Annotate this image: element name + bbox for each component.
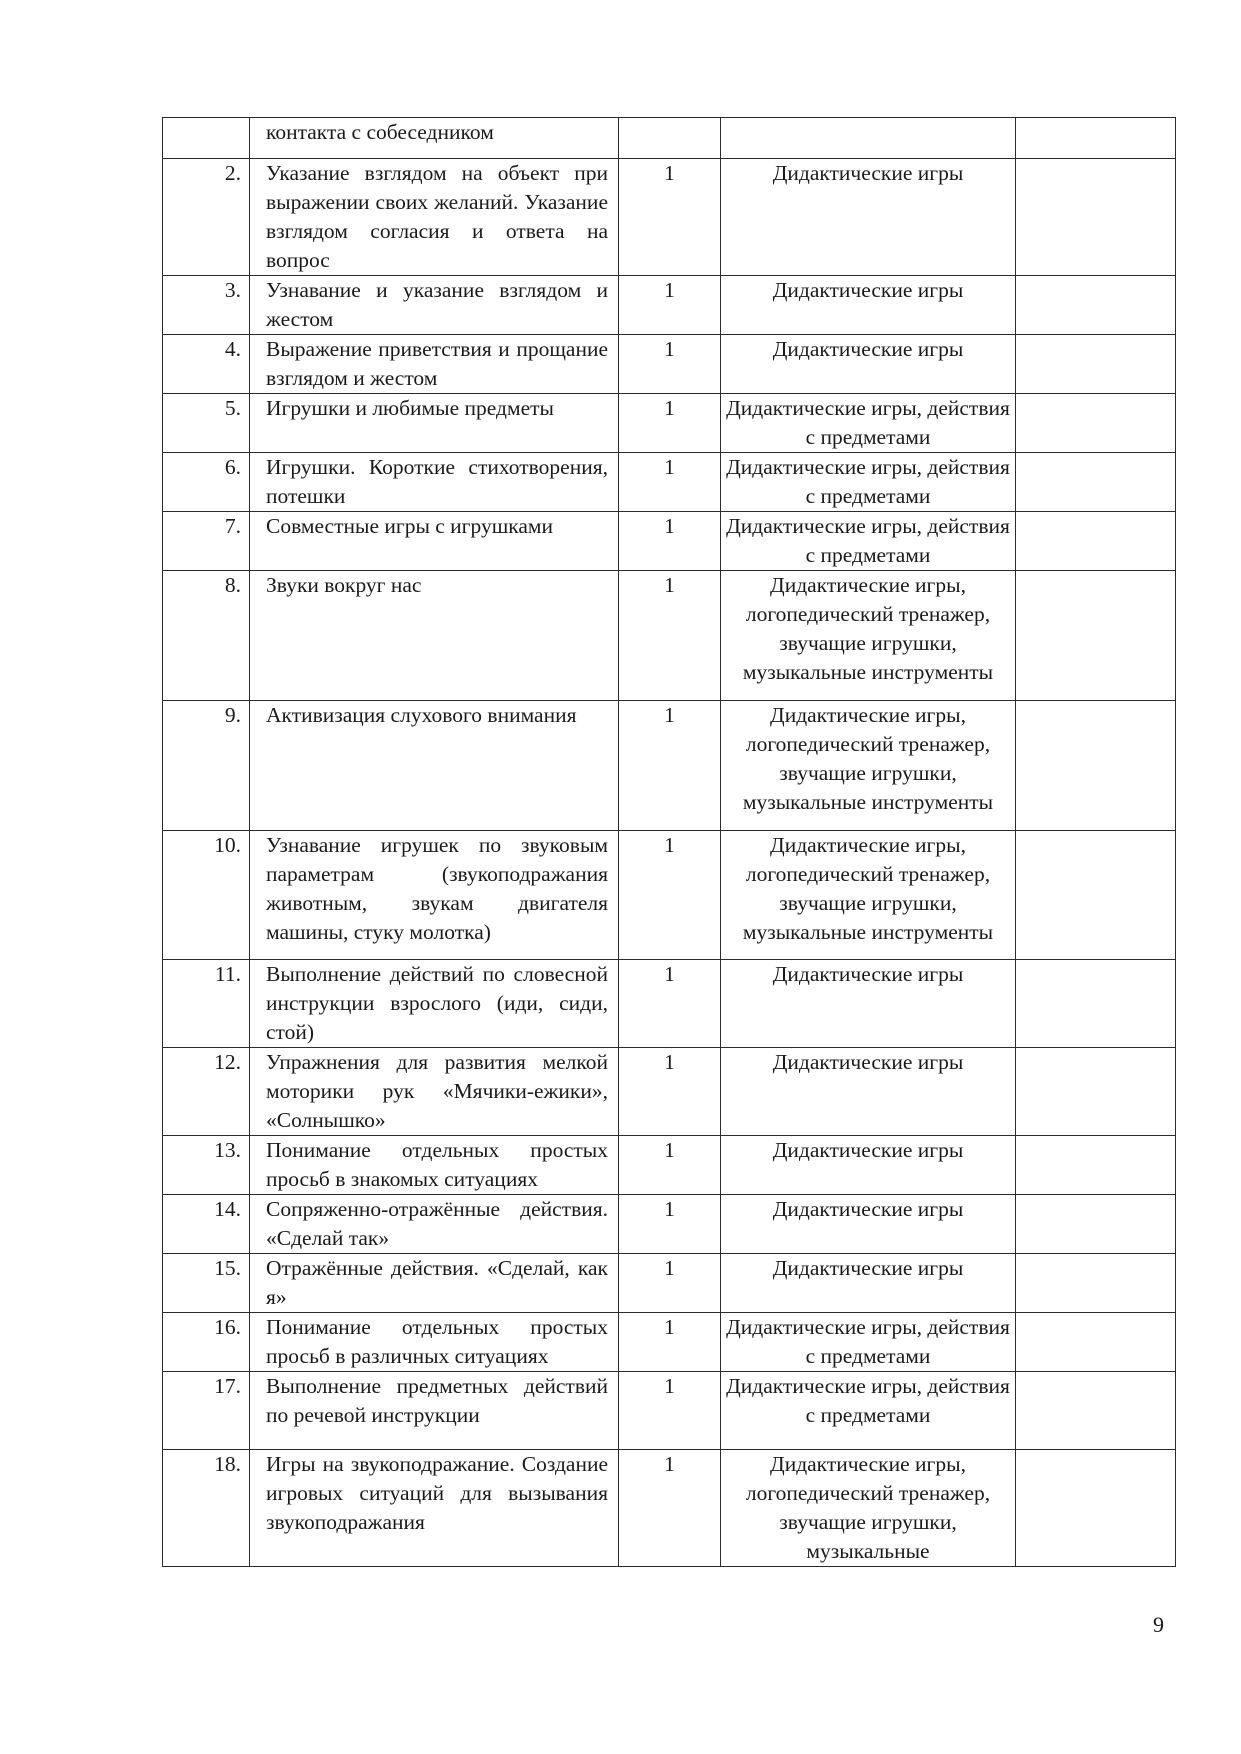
activity-form-cell: Дидактические игры [721, 335, 1016, 394]
activity-form-cell: Дидактические игры [721, 1195, 1016, 1254]
activity-form-cell: Дидактические игры, действия с предметами [721, 1313, 1016, 1372]
note-cell [1016, 1372, 1176, 1450]
hours-cell: 1 [619, 701, 721, 831]
note-cell [1016, 831, 1176, 960]
table-row [163, 1136, 1176, 1195]
note-cell [1016, 453, 1176, 512]
activity-form-cell: Дидактические игры, действия с предметами [721, 512, 1016, 571]
page-number: 9 [1153, 1612, 1164, 1637]
activity-form-cell: Дидактические игры [721, 276, 1016, 335]
table-row [163, 1195, 1176, 1254]
topic-cell: Совместные игры с игрушками [250, 512, 619, 571]
table-row [163, 701, 1176, 831]
activity-form-cell: Дидактические игры, логопедический тренажер, звучащие игрушки, музыкальные инструменты [721, 701, 1016, 831]
row-number-cell: 12. [163, 1048, 250, 1136]
activity-form-cell: Дидактические игры, логопедический тренажер, звучащие игрушки, музыкальные инструменты [721, 571, 1016, 701]
row-number-cell: 7. [163, 512, 250, 571]
note-cell [1016, 960, 1176, 1048]
row-number-cell: 9. [163, 701, 250, 831]
activity-form-cell: Дидактические игры, действия с предметами [721, 453, 1016, 512]
topic-cell: Выражение приветствия и прощание взглядом и жестом [250, 335, 619, 394]
row-number-cell: 8. [163, 571, 250, 701]
hours-cell: 1 [619, 276, 721, 335]
hours-cell: 1 [619, 1136, 721, 1195]
lesson-plan-table [162, 117, 1176, 1567]
hours-cell: 1 [619, 453, 721, 512]
row-number-cell: 11. [163, 960, 250, 1048]
row-number-cell: 18. [163, 1450, 250, 1567]
topic-cell: Звуки вокруг нас [250, 571, 619, 701]
note-cell [1016, 1136, 1176, 1195]
hours-cell: 1 [619, 1195, 721, 1254]
table-row [163, 1372, 1176, 1450]
topic-cell: Игры на звукоподражание. Создание игровых ситуаций для вызывания звукоподражания [250, 1450, 619, 1567]
activity-form-cell: Дидактические игры [721, 1136, 1016, 1195]
note-cell [1016, 276, 1176, 335]
hours-cell: 1 [619, 960, 721, 1048]
table-row [163, 1313, 1176, 1372]
activity-form-cell: Дидактические игры [721, 1048, 1016, 1136]
table-row [163, 1450, 1176, 1567]
topic-cell: Игрушки. Короткие стихотворения, потешки [250, 453, 619, 512]
activity-form-cell [721, 118, 1016, 159]
table-row [163, 1048, 1176, 1136]
note-cell [1016, 1313, 1176, 1372]
table-row [163, 335, 1176, 394]
topic-cell: Игрушки и любимые предметы [250, 394, 619, 453]
row-number-cell [163, 118, 250, 159]
row-number-cell: 2. [163, 159, 250, 276]
note-cell [1016, 1254, 1176, 1313]
note-cell [1016, 571, 1176, 701]
hours-cell: 1 [619, 1254, 721, 1313]
row-number-cell: 5. [163, 394, 250, 453]
topic-cell: Понимание отдельных простых просьб в различных ситуациях [250, 1313, 619, 1372]
hours-cell: 1 [619, 1450, 721, 1567]
activity-form-cell: Дидактические игры, логопедический тренажер, звучащие игрушки, музыкальные инструменты [721, 831, 1016, 960]
table-row [163, 276, 1176, 335]
note-cell [1016, 394, 1176, 453]
hours-cell: 1 [619, 335, 721, 394]
note-cell [1016, 335, 1176, 394]
topic-cell: Упражнения для развития мелкой моторики рук «Мячики-ежики», «Солнышко» [250, 1048, 619, 1136]
row-number-cell: 13. [163, 1136, 250, 1195]
hours-cell: 1 [619, 571, 721, 701]
note-cell [1016, 118, 1176, 159]
hours-cell: 1 [619, 1372, 721, 1450]
table-row [163, 118, 1176, 159]
table-row [163, 1254, 1176, 1313]
table-row [163, 159, 1176, 276]
activity-form-cell: Дидактические игры [721, 159, 1016, 276]
topic-cell: Узнавание и указание взглядом и жестом [250, 276, 619, 335]
row-number-cell: 14. [163, 1195, 250, 1254]
table-row [163, 571, 1176, 701]
hours-cell: 1 [619, 394, 721, 453]
row-number-cell: 17. [163, 1372, 250, 1450]
row-number-cell: 3. [163, 276, 250, 335]
note-cell [1016, 1195, 1176, 1254]
hours-cell: 1 [619, 831, 721, 960]
topic-cell: Выполнение действий по словесной инструкции взрослого (иди, сиди, стой) [250, 960, 619, 1048]
topic-cell: контакта с собеседником [250, 118, 619, 159]
topic-cell: Активизация слухового внимания [250, 701, 619, 831]
note-cell [1016, 1048, 1176, 1136]
row-number-cell: 10. [163, 831, 250, 960]
row-number-cell: 6. [163, 453, 250, 512]
topic-cell: Понимание отдельных простых просьб в знакомых ситуациях [250, 1136, 619, 1195]
note-cell [1016, 1450, 1176, 1567]
topic-cell: Отражённые действия. «Сделай, как я» [250, 1254, 619, 1313]
row-number-cell: 4. [163, 335, 250, 394]
activity-form-cell: Дидактические игры, логопедический тренажер, звучащие игрушки, музыкальные [721, 1450, 1016, 1567]
note-cell [1016, 701, 1176, 831]
table-row [163, 960, 1176, 1048]
hours-cell: 1 [619, 159, 721, 276]
lesson-plan-table-body [163, 118, 1176, 1567]
hours-cell: 1 [619, 512, 721, 571]
table-row [163, 831, 1176, 960]
note-cell [1016, 159, 1176, 276]
row-number-cell: 15. [163, 1254, 250, 1313]
table-row [163, 394, 1176, 453]
topic-cell: Выполнение предметных действий по речевой инструкции [250, 1372, 619, 1450]
hours-cell: 1 [619, 1048, 721, 1136]
topic-cell: Узнавание игрушек по звуковым параметрам (звукоподражания животным, звукам двигателя машины, стуку молотка) [250, 831, 619, 960]
hours-cell: 1 [619, 1313, 721, 1372]
activity-form-cell: Дидактические игры [721, 1254, 1016, 1313]
activity-form-cell: Дидактические игры [721, 960, 1016, 1048]
topic-cell: Указание взглядом на объект при выражении своих желаний. Указание взглядом согласия и ответа на вопрос [250, 159, 619, 276]
topic-cell: Сопряженно-отражённые действия. «Сделай так» [250, 1195, 619, 1254]
row-number-cell: 16. [163, 1313, 250, 1372]
activity-form-cell: Дидактические игры, действия с предметами [721, 1372, 1016, 1450]
note-cell [1016, 512, 1176, 571]
hours-cell [619, 118, 721, 159]
table-row [163, 512, 1176, 571]
table-row [163, 453, 1176, 512]
activity-form-cell: Дидактические игры, действия с предметами [721, 394, 1016, 453]
